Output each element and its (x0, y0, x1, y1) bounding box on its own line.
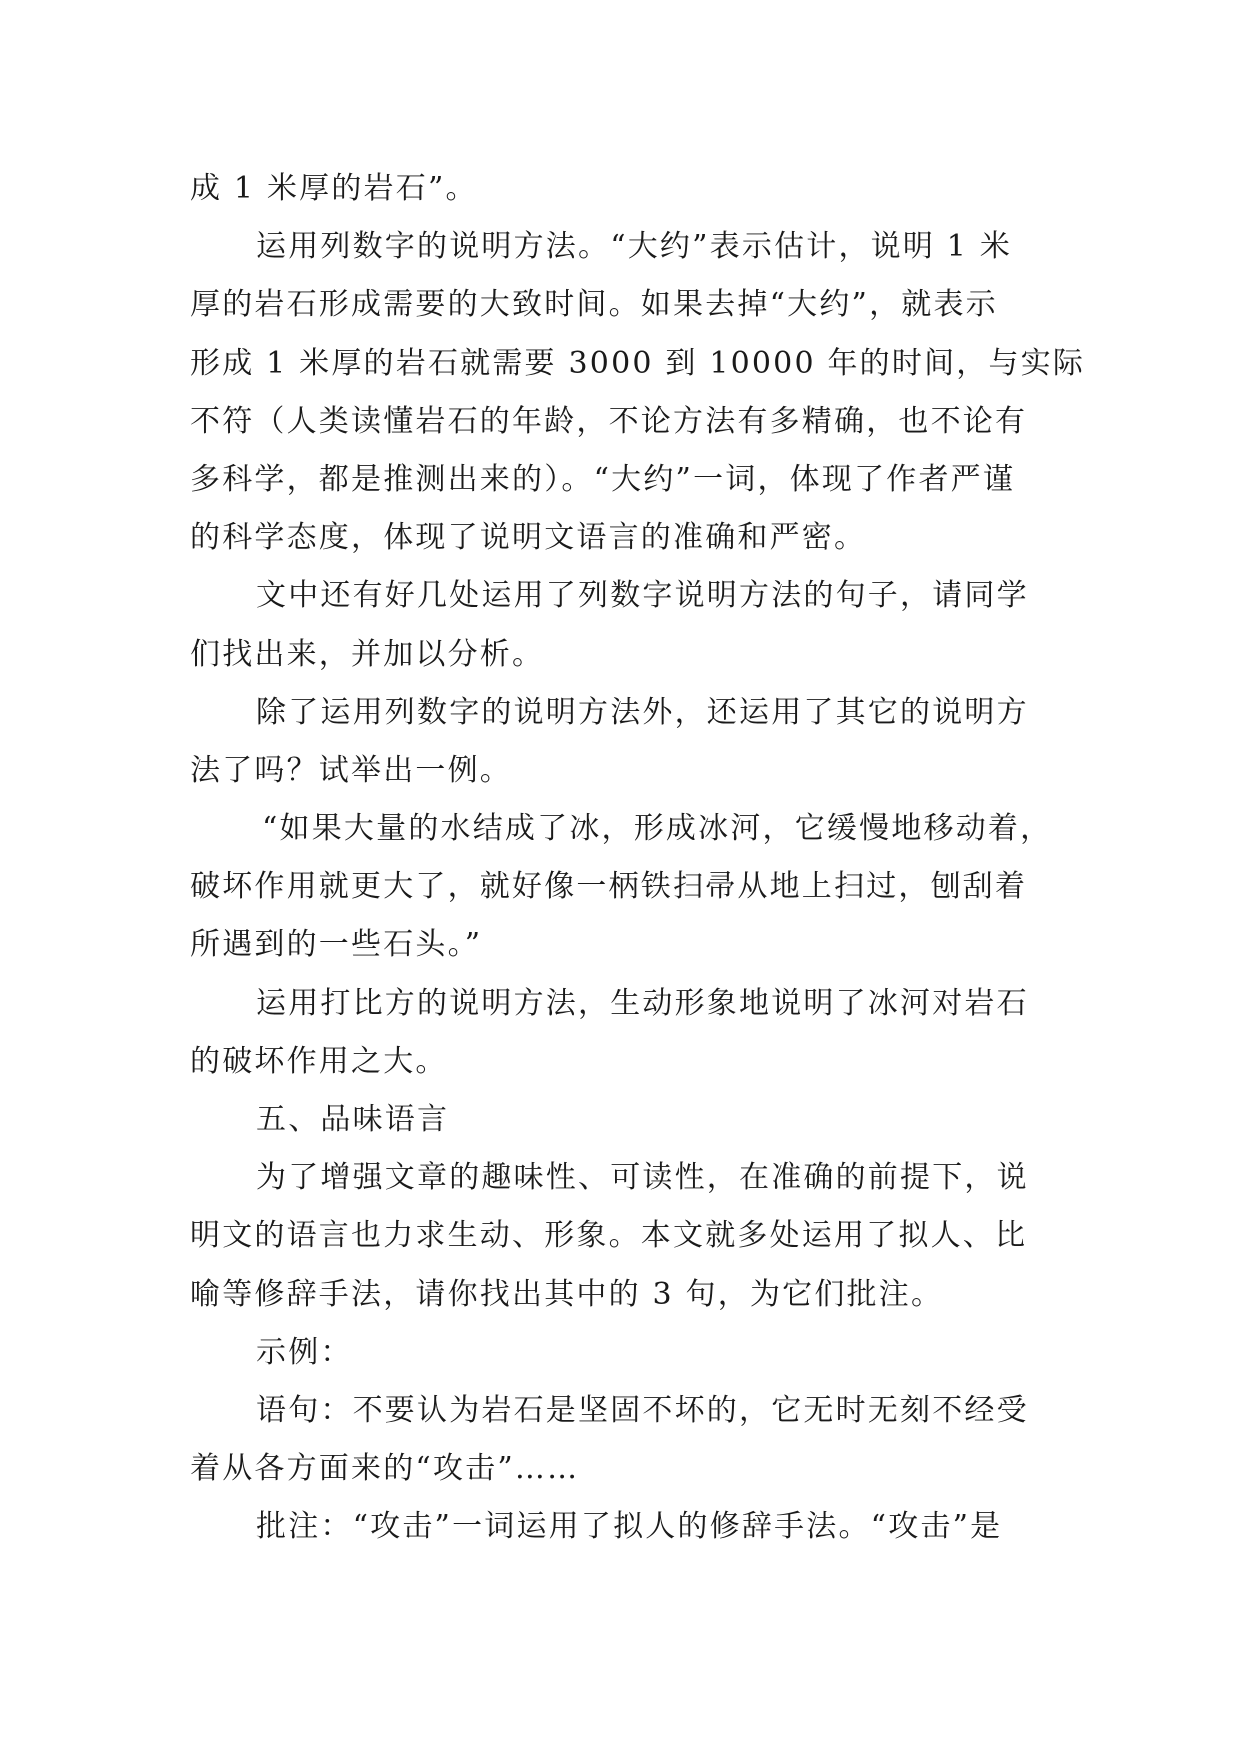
text-line: 为了增强文章的趣味性、可读性，在准确的前提下，说 (256, 1160, 1029, 1196)
example-label: 示例： (256, 1334, 353, 1370)
text-line: 运用打比方的说明方法，生动形象地说明了冰河对岩石 (256, 985, 1029, 1021)
text-line: 法了吗？试举出一例。 (190, 752, 512, 788)
example-sentence: 着从各方面来的“攻击”…… (190, 1451, 580, 1487)
annotation-line: 批注：“攻击”一词运用了拟人的修辞手法。“攻击”是 (256, 1509, 1003, 1545)
text-line: 的破坏作用之大。 (190, 1043, 448, 1079)
text-line: 形成 1 米厚的岩石就需要 3000 到 10000 年的时间，与实际 (190, 345, 1086, 381)
document-body (190, 160, 1086, 1557)
text-line: 成 1 米厚的岩石”。 (190, 171, 478, 206)
text-line: 文中还有好几处运用了列数字说明方法的句子，请同学 (256, 578, 1029, 614)
text-line: 们找出来，并加以分析。 (190, 636, 545, 672)
text-line: 不符（人类读懂岩石的年龄，不论方法有多精确，也不论有 (190, 403, 1028, 439)
quote-line: 破坏作用就更大了，就好像一柄铁扫帚从地上扫过，刨刮着 (190, 869, 1028, 905)
quote-line: 所遇到的一些石头。” (190, 927, 483, 963)
text-line: 喻等修辞手法，请你找出其中的 3 句，为它们批注。 (190, 1276, 944, 1312)
section-heading: 五、品味语言 (256, 1102, 450, 1137)
text-line: 除了运用列数字的说明方法外，还运用了其它的说明方 (256, 694, 1029, 730)
quote-line: “如果大量的水结成了冰，形成冰河，它缓慢地移动着， (262, 811, 1053, 847)
text-line: 的科学态度，体现了说明文语言的准确和严密。 (190, 520, 867, 556)
text-line: 明文的语言也力求生动、形象。本文就多处运用了拟人、比 (190, 1218, 1028, 1254)
text-line: 多科学，都是推测出来的）。“大约”一词，体现了作者严谨 (190, 461, 1016, 497)
text-line: 运用列数字的说明方法。“大约”表示估计，说明 1 米 (256, 229, 1013, 265)
example-sentence: 语句：不要认为岩石是坚固不坏的，它无时无刻不经受 (256, 1392, 1029, 1428)
text-line: 厚的岩石形成需要的大致时间。如果去掉“大约”，就表示 (190, 287, 998, 323)
